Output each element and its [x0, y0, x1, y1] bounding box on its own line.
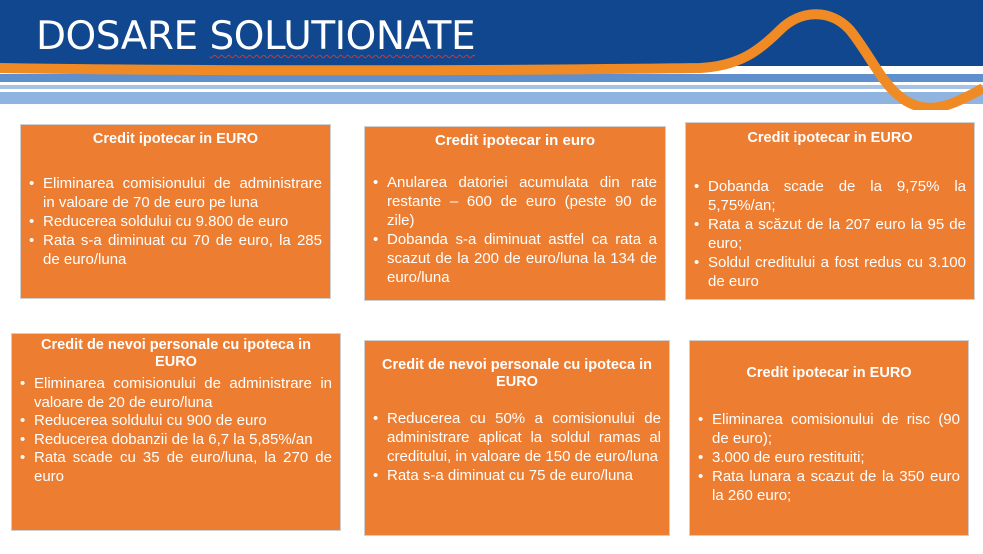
list-item: • 3.000 de euro restituiti;	[712, 448, 960, 467]
list-item: • Rata lunara a scazut de la 350 euro la 260 euro;	[712, 467, 960, 505]
list-item: • Dobanda scade de la 9,75% la 5,75%/an;	[708, 177, 966, 215]
list-item: • Rata scade cu 35 de euro/luna, la 270 de euro	[34, 449, 332, 486]
list-item: • Dobanda s-a diminuat astfel ca rata a scazut de la 200 de euro/luna la 134 de euro/luna	[387, 230, 657, 287]
list-item: • Reducerea soldului cu 900 de euro	[34, 412, 332, 431]
card-title: Credit ipotecar in EURO	[747, 130, 913, 146]
card-title: Credit ipotecar in EURO	[92, 131, 259, 147]
case-card-3	[685, 122, 975, 300]
card-list	[20, 375, 332, 486]
page-title	[36, 14, 475, 59]
list-item: • Rata a scăzut de la 207 euro la 95 de euro;	[708, 215, 966, 253]
case-card-1	[20, 124, 331, 299]
card-list	[694, 177, 966, 291]
list-item: • Reducerea cu 50% a comisionului de administrare aplicat la soldul ramas al creditului, in valoare de 150 de euro/luna	[387, 409, 661, 466]
list-item: • Rata s-a diminuat cu 70 de euro, la 285 de euro/luna	[43, 231, 322, 269]
card-list	[373, 173, 657, 287]
list-item: • Eliminarea comisionului de administrare in valoare de 70 de euro pe luna	[43, 174, 322, 212]
case-card-2	[364, 126, 666, 301]
header-banner	[0, 0, 983, 110]
card-list	[373, 409, 661, 485]
title-word-1: DOSARE	[36, 14, 198, 59]
list-item: • Anularea datoriei acumulata din rate restante – 600 de euro (peste 90 de zile)	[387, 173, 657, 230]
list-item: • Soldul creditului a fost redus cu 3.100 de euro	[708, 253, 966, 291]
case-card-6	[689, 340, 969, 536]
card-title: Credit ipotecar in euro	[434, 132, 596, 149]
case-card-4	[11, 333, 341, 531]
list-item: • Eliminarea comisionului de administrare in valoare de 20 de euro/luna	[34, 375, 332, 412]
card-title: Credit de nevoi personale cu ipoteca in EURO	[41, 337, 311, 370]
card-list	[698, 410, 960, 505]
title-word-2: SOLUTIONATE	[209, 14, 476, 59]
case-card-5	[364, 340, 670, 536]
card-list	[29, 174, 322, 269]
list-item: • Eliminarea comisionului de risc (90 de euro);	[712, 410, 960, 448]
list-item: • Reducerea soldului cu 9.800 de euro	[43, 212, 322, 231]
list-item: • Rata s-a diminuat cu 75 de euro/luna	[387, 466, 661, 485]
card-title: Credit de nevoi personale cu ipoteca in EURO	[382, 357, 652, 390]
list-item: • Reducerea dobanzii de la 6,7 la 5,85%/an	[34, 431, 332, 450]
card-title: Credit ipotecar in EURO	[746, 365, 912, 381]
